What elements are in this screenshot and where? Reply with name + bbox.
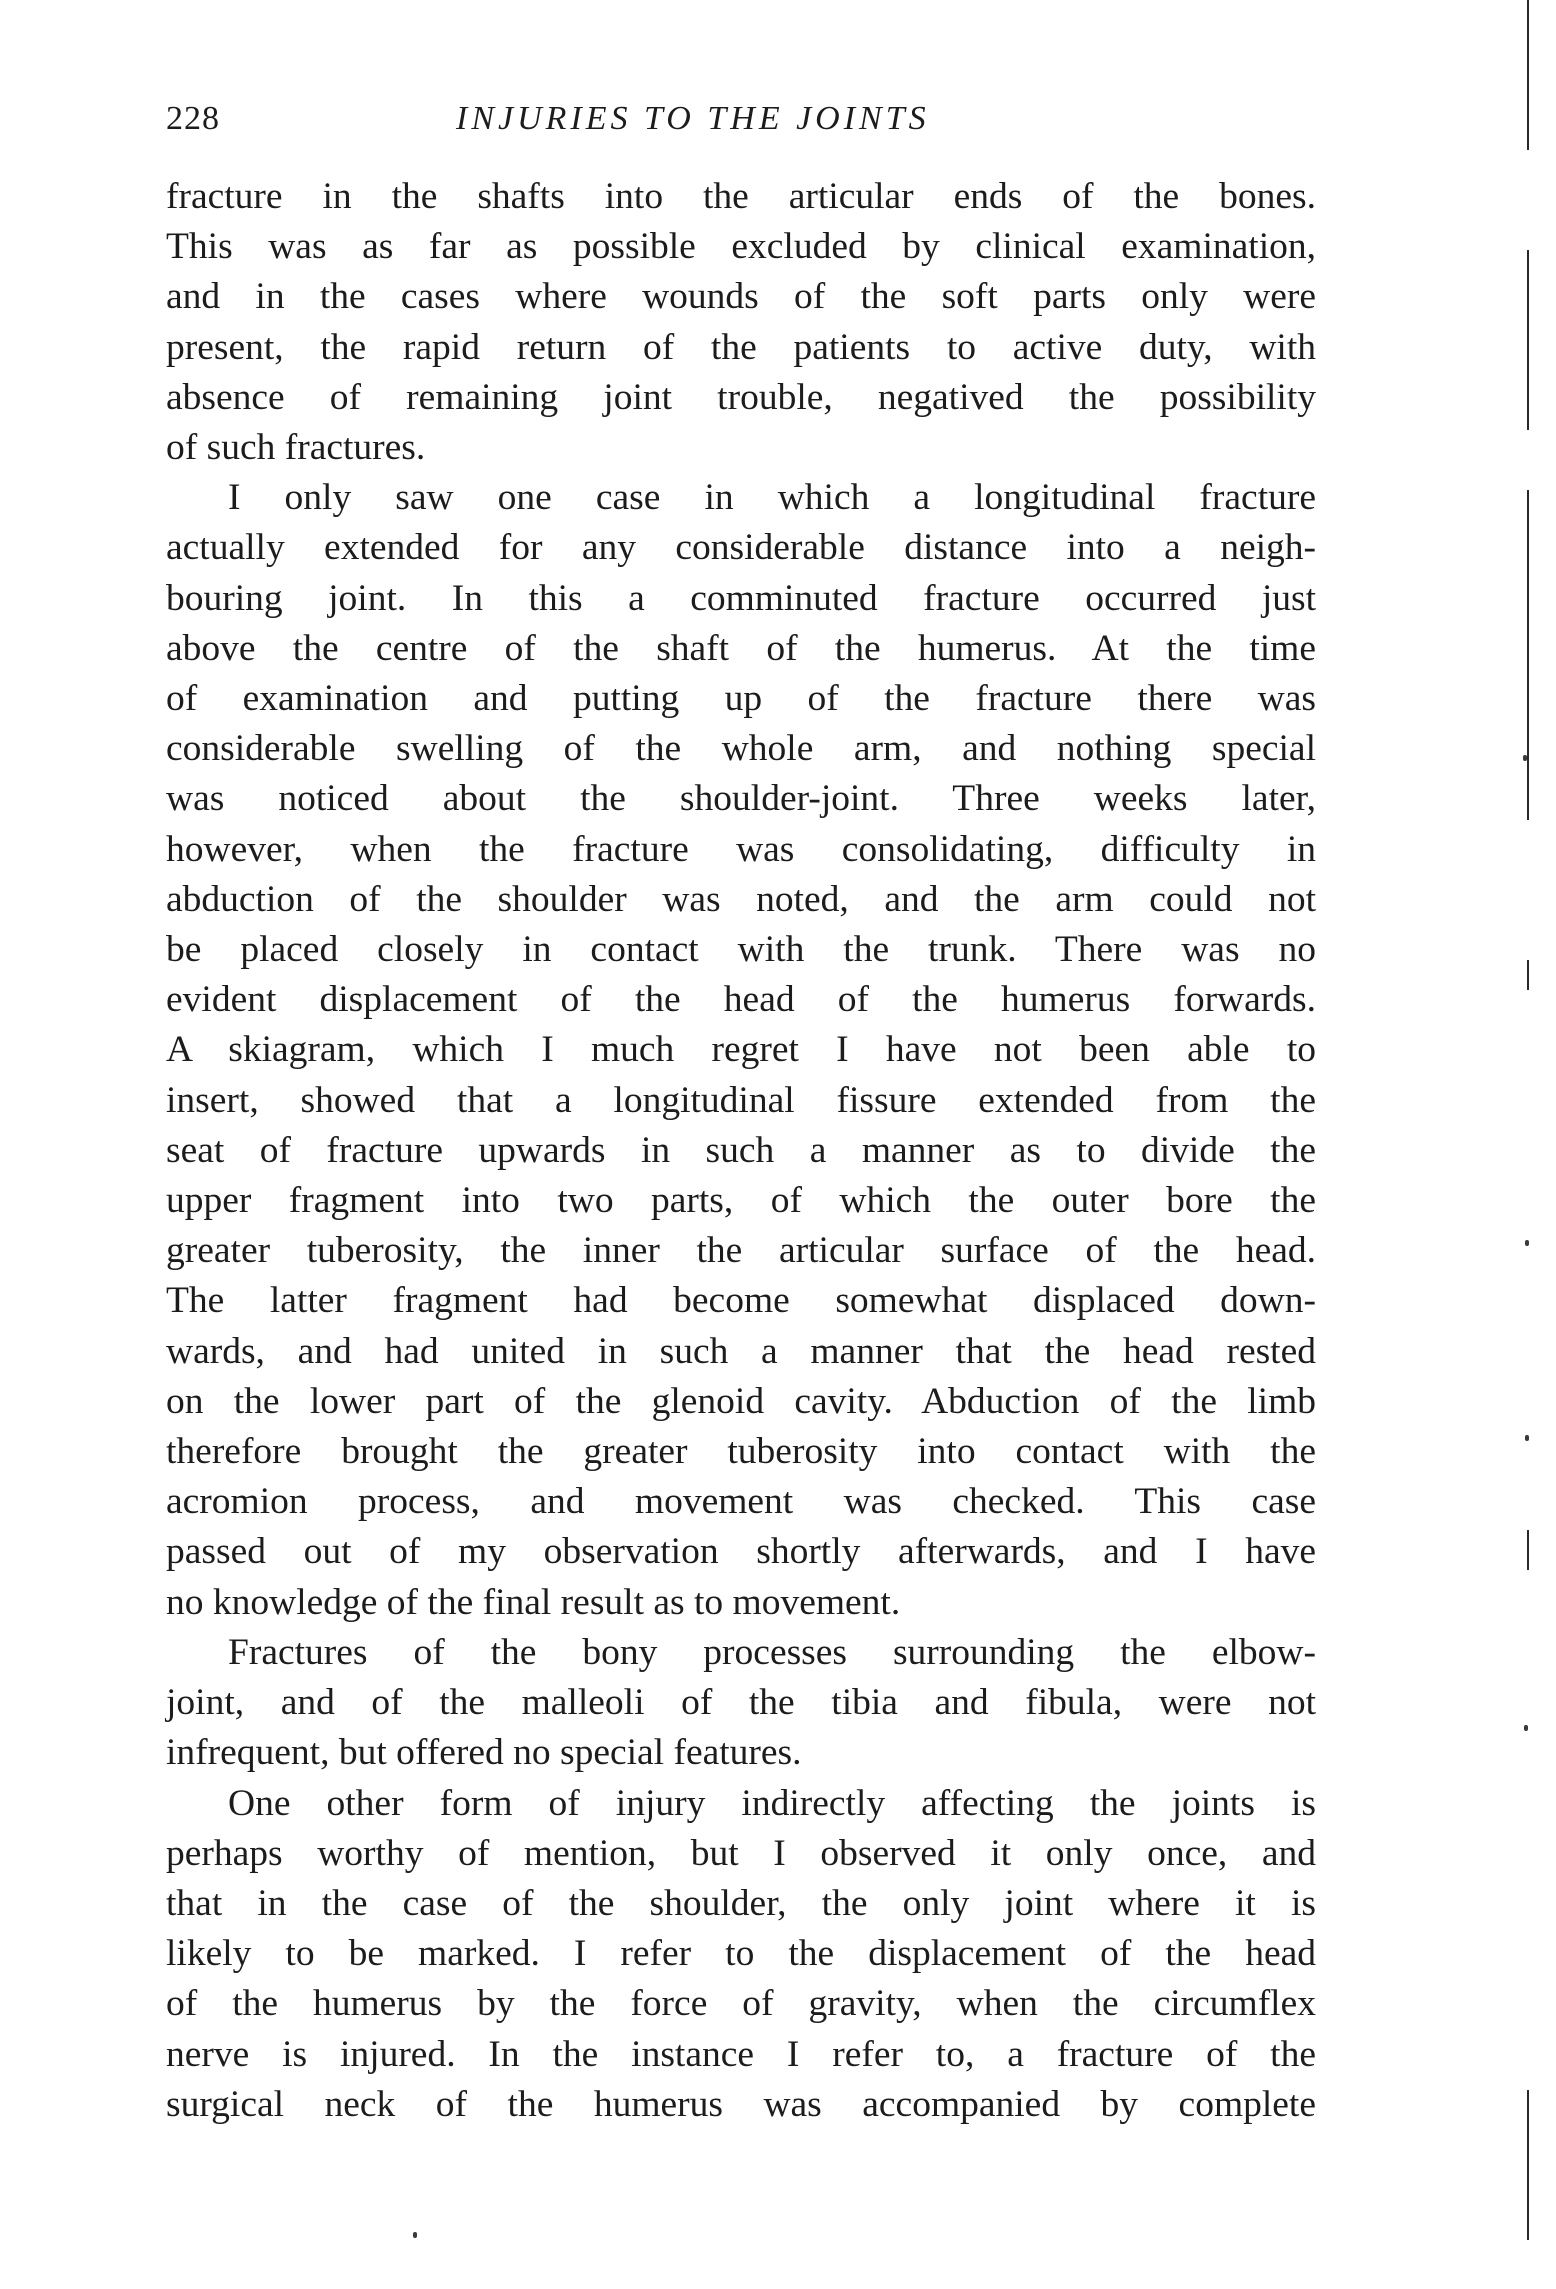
text-line: no knowledge of the final result as to movement. <box>166 1581 901 1623</box>
text-line: however, when the fracture was consolidating, difficulty in <box>166 828 1316 870</box>
text-line: joint, and of the malleoli of the tibia and fibula, were not <box>166 1682 1316 1724</box>
scan-edge-rule <box>1527 0 1529 150</box>
scan-speck <box>1523 755 1527 761</box>
text-line: perhaps worthy of mention, but I observed it only once, and <box>166 1832 1316 1874</box>
text-line: Fractures of the bony processes surrounding the elbow- <box>228 1631 1316 1673</box>
running-head: INJURIES TO THE JOINTS <box>456 100 930 137</box>
scan-edge-rule <box>1527 490 1529 820</box>
text-line: above the centre of the shaft of the humerus. At the time <box>166 627 1316 669</box>
text-line: on the lower part of the glenoid cavity. Abduction of the limb <box>166 1380 1316 1422</box>
body-text <box>166 172 1316 2130</box>
text-line: present, the rapid return of the patients to active duty, with <box>166 326 1316 368</box>
scan-edge-rule <box>1527 2090 1529 2240</box>
text-line: of examination and putting up of the fracture there was <box>166 678 1316 720</box>
scan-edge-rule <box>1527 960 1529 990</box>
scan-speck <box>413 2232 417 2238</box>
text-line: likely to be marked. I refer to the displacement of the head <box>166 1933 1316 1975</box>
scan-speck <box>1525 1240 1529 1246</box>
text-line: considerable swelling of the whole arm, and nothing special <box>166 728 1316 770</box>
text-line: surgical neck of the humerus was accompanied by complete <box>166 2083 1316 2125</box>
text-line: greater tuberosity, the inner the articular surface of the head. <box>166 1230 1316 1272</box>
text-line: nerve is injured. In the instance I refer to, a fracture of the <box>166 2033 1316 2075</box>
text-line: fracture in the shafts into the articular ends of the bones. <box>166 176 1316 217</box>
text-line: I only saw one case in which a longitudinal fracture <box>228 477 1316 519</box>
text-line: This was as far as possible excluded by clinical examination, <box>166 226 1316 268</box>
text-line: of the humerus by the force of gravity, when the circumflex <box>166 1983 1316 2025</box>
text-line: The latter fragment had become somewhat displaced down- <box>166 1280 1316 1322</box>
paragraph <box>166 1779 1316 2130</box>
scan-edge-rule <box>1527 1530 1529 1570</box>
text-line: therefore brought the greater tuberosity into contact with the <box>166 1431 1316 1473</box>
paragraph <box>166 172 1316 473</box>
text-line: insert, showed that a longitudinal fissure extended from the <box>166 1079 1316 1121</box>
text-line: absence of remaining joint trouble, negatived the possibility <box>166 376 1316 418</box>
text-line: One other form of injury indirectly affecting the joints is <box>228 1782 1316 1824</box>
text-line: wards, and had united in such a manner that the head rested <box>166 1330 1316 1372</box>
page-header <box>166 100 1316 150</box>
text-line: evident displacement of the head of the humerus forwards. <box>166 979 1316 1021</box>
text-line: was noticed about the shoulder-joint. Three weeks later, <box>166 778 1316 820</box>
scan-edge-rule <box>1527 250 1529 430</box>
text-line: abduction of the shoulder was noted, and the arm could not <box>166 878 1316 920</box>
text-line: that in the case of the shoulder, the only joint where it is <box>166 1882 1316 1924</box>
paragraph <box>166 1628 1316 1779</box>
text-line: passed out of my observation shortly afterwards, and I have <box>166 1531 1316 1573</box>
page-number: 228 <box>166 100 220 137</box>
text-line: upper fragment into two parts, of which the outer bore the <box>166 1180 1316 1222</box>
text-line: actually extended for any considerable distance into a neigh- <box>166 527 1316 569</box>
text-line: infrequent, but offered no special features. <box>166 1732 802 1774</box>
paragraph <box>166 473 1316 1628</box>
text-line: bouring joint. In this a comminuted fracture occurred just <box>166 577 1316 619</box>
text-line: A skiagram, which I much regret I have not been able to <box>166 1029 1316 1071</box>
text-line: seat of fracture upwards in such a manner as to divide the <box>166 1129 1316 1171</box>
scan-speck <box>1524 1725 1528 1731</box>
scan-speck <box>1525 1435 1529 1441</box>
text-line: be placed closely in contact with the trunk. There was no <box>166 929 1316 971</box>
text-line: of such fractures. <box>166 427 426 469</box>
text-line: and in the cases where wounds of the soft parts only were <box>166 276 1316 318</box>
text-line: acromion process, and movement was checked. This case <box>166 1481 1316 1523</box>
